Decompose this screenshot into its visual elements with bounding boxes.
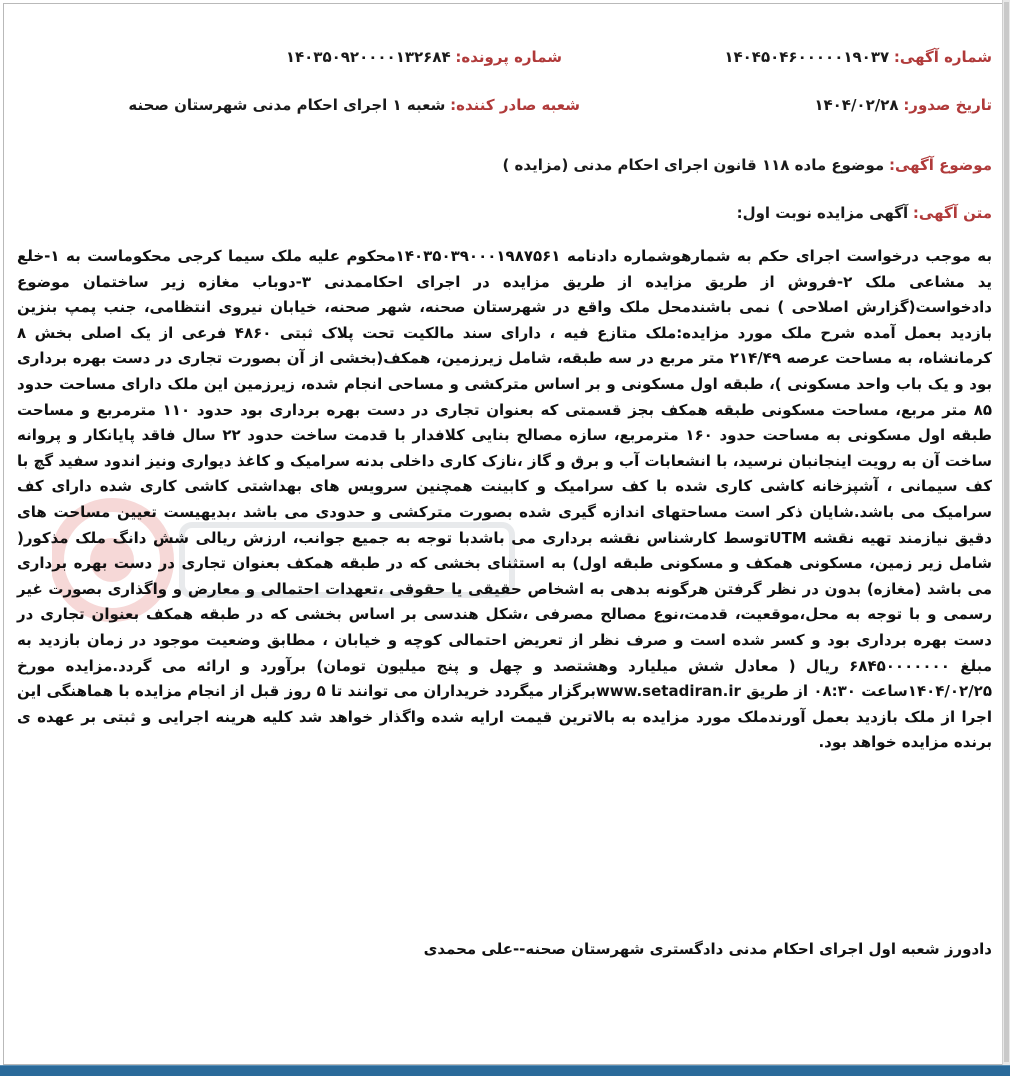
issue-date-label: تاریخ صدور: (903, 96, 992, 114)
issuing-branch (128, 96, 580, 114)
subject-text: موضوع ماده ۱۱۸ قانون اجرای احکام مدنی (مزایده ) (502, 156, 885, 174)
notice-body: به موجب درخواست اجرای حکم به شمارهوشماره دادنامه ۱۴۰۳۵۰۳۹۰۰۰۱۹۸۷۵۶۱محکوم علیه ملک سیما کرجی محکوماست به ۱-خلع ید مشاعی ملک ۲-فروش از طریق مزایده از طریق مزایده در اجرای احکاممدنی ۳-دوباب مغازه زیر ساختمان موضوع دادخواست(گزارش اصلاحی ) نمی باشندمحل ملک واقع در شهرستان صحنه، شهر صحنه، خیابان نیروی انتظامی، جنب پمپ بنزین بازدید بعمل آمده شرح ملک مورد مزایده:ملک متازع فیه ، دارای سند مالکیت تحت پلاک ثبتی ۴۸۶۰ فرعی از یک اصلی بخش ۸ کرمانشاه، به مساحت عرصه ۲۱۴/۴۹ متر مربع در سه طبقه، شامل زیرزمین، همکف(بخشی از آن بصورت تجاری در دست بهره برداری بود و یک باب واحد مسکونی )، طبقه اول مسکونی و بر اساس مترکشی و مساحی انجام شده، زیرزمین این ملک دارای مساحت حدود ۸۵ متر مربع، مساحت مسکونی طبقه همکف بجز قسمتی که بعنوان تجاری در دست بهره برداری بود حدود ۱۱۰ مترمربع و مساحت طبقه اول مسکونی به مساحت حدود ۱۶۰ مترمربع، سازه مصالح بنایی کلافدار با قدمت ساخت حدود ۲۲ سال فاقد پایانکار و پروانه ساخت آن به رویت اینجانبان نرسید، با انشعابات آب و برق و گاز ،نازک کاری داخلی بدنه سرامیک و کاغذ دیواری ونیز اندود سفید گچ با کف سیمانی ، آشپزخانه کاشی کاری شده با کف سرامیک و کابینت همچنین سرویس های بهداشتی کاشی کاری شده دارای کف سرامیک می باشد.شایان ذکر است مساحتهای اندازه گیری شده بصورت مترکشی و حدودی می باشد ،بدیهیست تعیین مساحت های دقیق نیازمند تهیه نقشه UTMتوسط کارشناس نقشه برداری می باشدبا توجه به جمیع جوانب، ارزش ریالی شش دانگ ملک مذکور( شامل زیر زمین، مسکونی همکف و مسکونی طبقه اول) به استثنای بخشی که در طبقه همکف بعنوان تجاری در دست بهره برداری می باشد (مغازه) بدون در نظر گرفتن هرگونه بدهی به اشخاص حقیقی یا حقوقی ،تعهدات احتمالی و معارض و واگذاری بصورت غیر رسمی و با توجه به محل،موقعیت، قدمت،نوع مصالح مصرفی ،شکل هندسی بر اساس بخشی که در طبقه همکف بعنوان تجاری در دست بهره برداری بود و کسر شده است و صرف نظر از تعریض احتمالی کوچه و خیابان ، مطابق وضعیت موجود در زمان بازدید به مبلغ ۶۸۴۵۰۰۰۰۰۰۰ ریال ( معادل شش میلیارد وهشتصد و چهل و پنج میلیون تومان) برآورد و ارائه می گردد.مزایده مورخ ۱۴۰۴/۰۲/۲۵ساعت ۰۸:۳۰ از طریق www.setadiran.irبرگزار میگردد خریداران می توانند تا ۵ روز قبل از انجام مزایده با هماهنگی این اجرا از ملک بازدید بعمل آورندملک مورد مزایده به بالاترین قیمت ارایه شده واگذار خواهد شد کلیه هرینه اجرایی و ثبتی بر عهده ی برنده مزایده خواهد بود. (17, 247, 993, 752)
issuing-branch-label: شعبه صادر کننده: (450, 96, 580, 114)
issue-date (814, 96, 992, 114)
notice-document (12, 10, 992, 1050)
notice-number-label: شماره آگهی: (893, 48, 992, 66)
issuing-branch-value: شعبه ۱ اجرای احکام مدنی شهرستان صحنه (128, 96, 446, 114)
case-number-label: شماره پرونده: (455, 48, 562, 66)
notice-subject (502, 156, 992, 174)
subject-label: موضوع آگهی: (888, 156, 992, 174)
case-number (286, 48, 562, 66)
signature: دادورز شعبه اول اجرای احکام مدنی دادگستری شهرستان صحنه--علی محمدی (423, 940, 992, 958)
notice-number (724, 48, 992, 66)
notice-text-heading (737, 204, 992, 222)
notice-text-title: آگهی مزایده نوبت اول: (736, 204, 909, 222)
issue-date-value: ۱۴۰۴/۰۲/۲۸ (814, 96, 899, 114)
notice-text-label: متن آگهی: (912, 204, 992, 222)
notice-number-value: ۱۴۰۴۵۰۴۶۰۰۰۰۰۱۹۰۳۷ (724, 48, 890, 66)
vertical-scrollbar[interactable] (1002, 0, 1010, 1066)
case-number-value: ۱۴۰۳۵۰۹۲۰۰۰۰۱۳۲۶۸۴ (285, 48, 451, 66)
bottom-status-bar (0, 1065, 1010, 1076)
scrollbar-thumb[interactable] (1004, 2, 1009, 1062)
